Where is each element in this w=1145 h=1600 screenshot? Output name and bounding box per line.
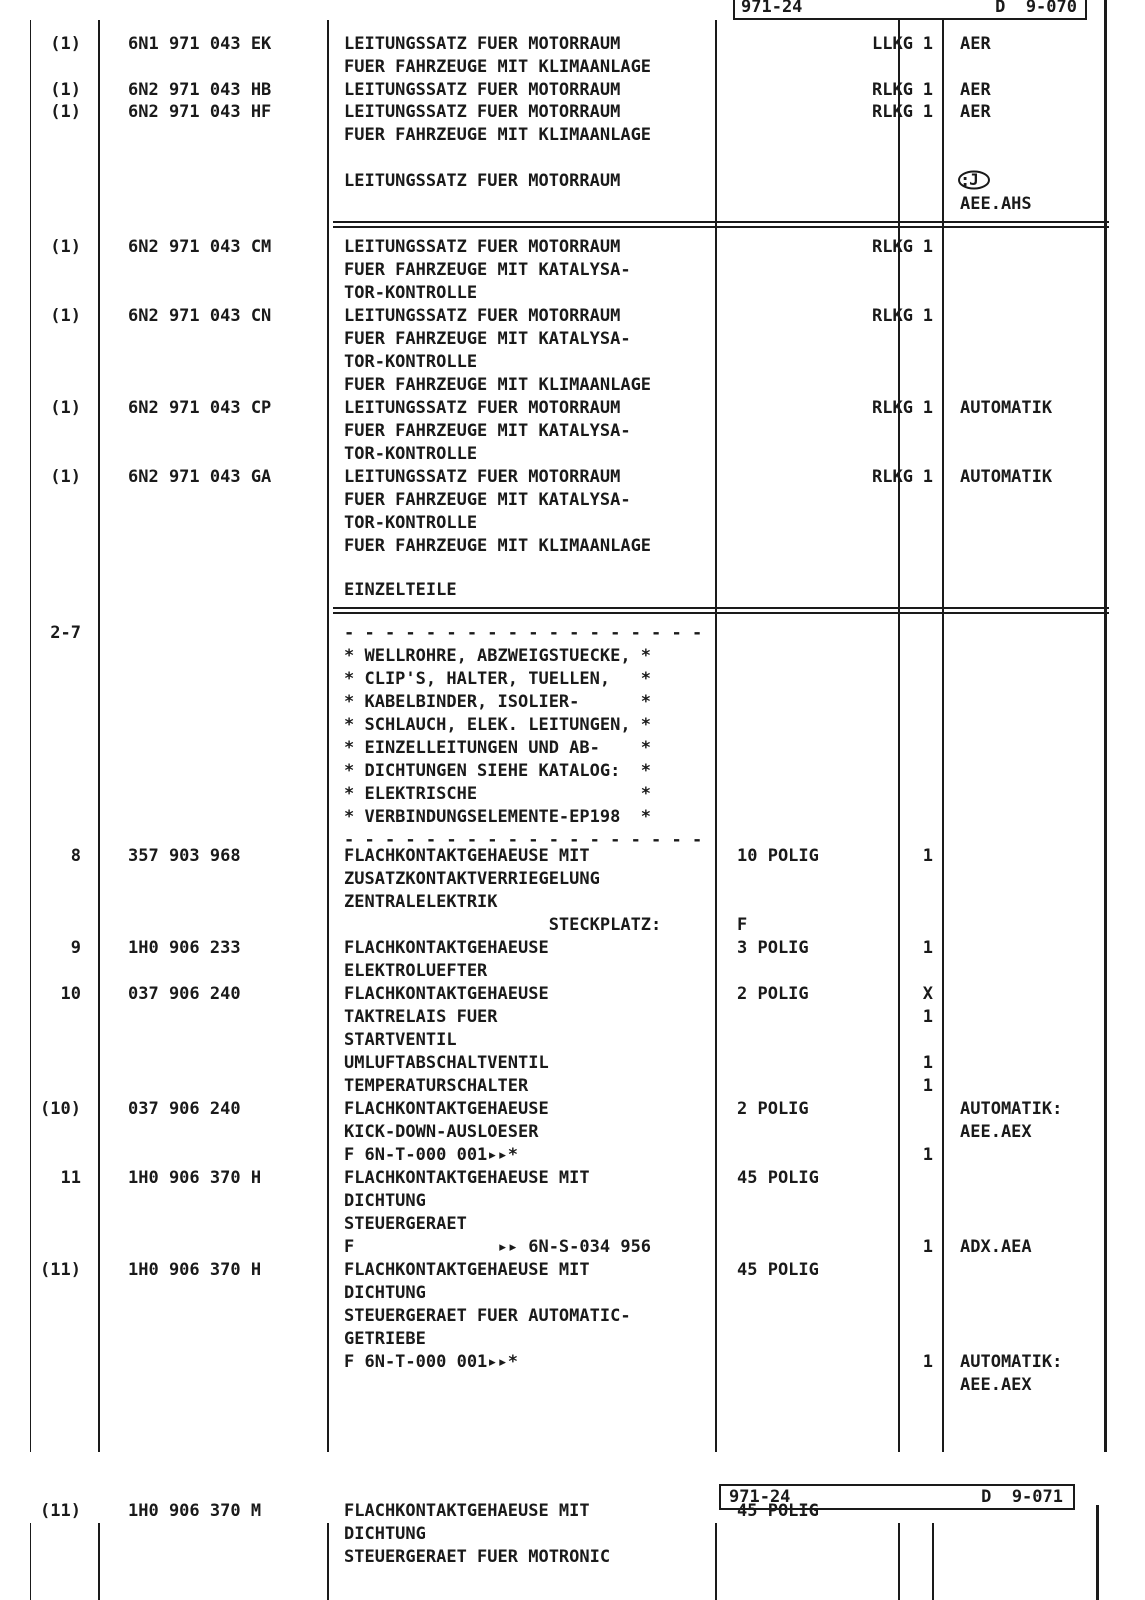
model-info: AEE.AEX [960, 1122, 1032, 1142]
model-info: AUTOMATIK [960, 398, 1053, 418]
model-info: AUTOMATIK [960, 467, 1053, 487]
quantity: 1 [922, 1007, 933, 1027]
description: LEITUNGSSATZ FUER MOTORRAUM [344, 398, 621, 418]
remark: F [737, 915, 748, 935]
position-number: 10 [60, 984, 81, 1004]
description: LEITUNGSSATZ FUER MOTORRAUM [344, 34, 621, 54]
quantity: 1 [922, 398, 933, 418]
description: F ▸▸ 6N-S-034 956 [344, 1237, 652, 1257]
description: LEITUNGSSATZ FUER MOTORRAUM [344, 102, 621, 122]
part-number: 6N2 971 043 HF [128, 102, 272, 122]
position-number: 2-7 [50, 623, 81, 643]
remark: 2 POLIG [737, 1099, 809, 1119]
description: LEITUNGSSATZ FUER MOTORRAUM [344, 237, 621, 257]
description: DICHTUNG [344, 1524, 426, 1544]
quantity: 1 [922, 306, 933, 326]
description: GETRIEBE [344, 1329, 426, 1349]
description: ELEKTROLUEFTER [344, 961, 488, 981]
model-info: AEE.AEX [960, 1375, 1032, 1395]
cutting-code: RLKG [872, 102, 913, 122]
description: FLACHKONTAKTGEHAEUSE MIT [344, 1168, 590, 1188]
position-number: (10) [40, 1099, 81, 1119]
position-number: 8 [70, 846, 81, 866]
quantity: 1 [922, 1237, 933, 1257]
quantity: 1 [922, 1352, 933, 1372]
description: F 6N-T-000 001▸▸* [344, 1352, 518, 1372]
position-number: (1) [50, 34, 81, 54]
description: LEITUNGSSATZ FUER MOTORRAUM [344, 80, 621, 100]
rule-desc-lower [715, 1523, 717, 1600]
model-info: AEE.AHS [960, 194, 1032, 214]
part-number: 037 906 240 [128, 1099, 241, 1119]
rule-left-edge-lower [30, 1523, 31, 1600]
note-text: - - - - - - - - - - - - - - - - - - [344, 830, 703, 850]
rule-pos-lower [98, 1523, 100, 1600]
quantity: 1 [922, 80, 933, 100]
description: DICHTUNG [344, 1283, 426, 1303]
note-text: * ELEKTRISCHE * [344, 784, 652, 804]
quantity: 1 [922, 938, 933, 958]
description: FUER FAHRZEUGE MIT KATALYSA- [344, 260, 631, 280]
part-number: 357 903 968 [128, 846, 241, 866]
description: F 6N-T-000 001▸▸* [344, 1145, 518, 1165]
note-text: * CLIP'S, HALTER, TUELLEN, * [344, 669, 652, 689]
part-number: 1H0 906 370 H [128, 1168, 262, 1188]
double-rule-2b [333, 612, 1109, 614]
note-text: * DICHTUNGEN SIEHE KATALOG: * [344, 761, 652, 781]
position-number: 11 [60, 1168, 81, 1188]
description: DICHTUNG [344, 1191, 426, 1211]
position-number: (1) [50, 102, 81, 122]
description: STEUERGERAET FUER MOTRONIC [344, 1547, 611, 1567]
position-number: (11) [40, 1260, 81, 1280]
description: FUER FAHRZEUGE MIT KATALYSA- [344, 490, 631, 510]
note-text: * KABELBINDER, ISOLIER- * [344, 692, 652, 712]
double-rule-1b [333, 226, 1109, 228]
description: FLACHKONTAKTGEHAEUSE MIT [344, 1260, 590, 1280]
position-number: (1) [50, 467, 81, 487]
description: FUER FAHRZEUGE MIT KATALYSA- [344, 421, 631, 441]
description: FUER FAHRZEUGE MIT KLIMAANLAGE [344, 57, 652, 77]
description: LEITUNGSSATZ FUER MOTORRAUM [344, 306, 621, 326]
description: TAKTRELAIS FUER [344, 1007, 498, 1027]
description: FLACHKONTAKTGEHAEUSE [344, 938, 549, 958]
description: STECKPLATZ: [344, 915, 662, 935]
remark: 45 POLIG [737, 1501, 819, 1521]
remark: 45 POLIG [737, 1168, 819, 1188]
part-number: 1H0 906 370 H [128, 1260, 262, 1280]
model-info: AER [960, 34, 991, 54]
position-number: (11) [40, 1501, 81, 1521]
remark: 2 POLIG [737, 984, 809, 1004]
description: STARTVENTIL [344, 1030, 457, 1050]
part-number: 1H0 906 370 M [128, 1501, 262, 1521]
rule-cut [898, 20, 900, 1452]
page-header-top [733, 0, 1087, 20]
position-number: (1) [50, 398, 81, 418]
remark: 3 POLIG [737, 938, 809, 958]
model-info: AER [960, 80, 991, 100]
note-text: * EINZELLEITUNGEN UND AB- * [344, 738, 652, 758]
description: ZENTRALELEKTRIK [344, 892, 498, 912]
rule-desc [715, 20, 717, 1452]
description: TOR-KONTROLLE [344, 513, 478, 533]
section-title: EINZELTEILE [344, 580, 457, 600]
note-text: - - - - - - - - - - - - - - - - - - [344, 623, 703, 643]
rule-edge-lower [1096, 1505, 1099, 1600]
rule-left-edge [30, 20, 31, 1452]
cutting-code: RLKG [872, 398, 913, 418]
model-info: AER [960, 102, 991, 122]
model-info: : [960, 171, 971, 191]
position-number: (1) [50, 237, 81, 257]
quantity: 1 [922, 467, 933, 487]
description: ZUSATZKONTAKTVERRIEGELUNG [344, 869, 600, 889]
description: STEUERGERAET [344, 1214, 467, 1234]
cutting-code: RLKG [872, 467, 913, 487]
quantity: 1 [922, 237, 933, 257]
quantity: 1 [922, 34, 933, 54]
page-number: D 9-070 [995, 0, 1077, 17]
position-number: (1) [50, 306, 81, 326]
description: FLACHKONTAKTGEHAEUSE [344, 1099, 549, 1119]
description: FLACHKONTAKTGEHAEUSE [344, 984, 549, 1004]
rule-qty [942, 20, 944, 1452]
position-number: (1) [50, 80, 81, 100]
description: TOR-KONTROLLE [344, 283, 478, 303]
part-number: 6N2 971 043 CP [128, 398, 272, 418]
page-number: D 9-071 [981, 1487, 1063, 1507]
rule-part-lower [327, 1523, 329, 1600]
description: TEMPERATURSCHALTER [344, 1076, 529, 1096]
double-rule-2a [333, 607, 1109, 609]
remark: 10 POLIG [737, 846, 819, 866]
part-number: 1H0 906 233 [128, 938, 241, 958]
rule-part [327, 20, 329, 1452]
position-number: 9 [70, 938, 81, 958]
quantity: 1 [922, 846, 933, 866]
part-number: 6N1 971 043 EK [128, 34, 272, 54]
remark: 45 POLIG [737, 1260, 819, 1280]
note-text: * VERBINDUNGSELEMENTE-EP198 * [344, 807, 652, 827]
rule-qty-lower [932, 1523, 934, 1600]
quantity: 1 [922, 1145, 933, 1165]
model-info: AUTOMATIK: [960, 1352, 1063, 1372]
rule-cut-lower [898, 1523, 900, 1600]
rule-edge [1104, 0, 1107, 1452]
description: FUER FAHRZEUGE MIT KLIMAANLAGE [344, 375, 652, 395]
description: FUER FAHRZEUGE MIT KATALYSA- [344, 329, 631, 349]
cutting-code: RLKG [872, 237, 913, 257]
description: LEITUNGSSATZ FUER MOTORRAUM [344, 467, 621, 487]
quantity: 1 [922, 1076, 933, 1096]
model-info: AUTOMATIK: [960, 1099, 1063, 1119]
description: FLACHKONTAKTGEHAEUSE MIT [344, 846, 590, 866]
group-number: 971-24 [729, 1487, 791, 1507]
quantity: 1 [922, 1053, 933, 1073]
group-number: 971-24 [741, 0, 803, 17]
part-number: 6N2 971 043 CN [128, 306, 272, 326]
double-rule-1a [333, 221, 1109, 223]
country-symbol-letter: J [969, 170, 979, 189]
quantity: X [922, 984, 933, 1004]
description: KICK-DOWN-AUSLOESER [344, 1122, 539, 1142]
description: FLACHKONTAKTGEHAEUSE MIT [344, 1501, 590, 1521]
cutting-code: LLKG [872, 34, 913, 54]
cutting-code: RLKG [872, 306, 913, 326]
country-symbol-icon [957, 170, 991, 190]
description: STEUERGERAET FUER AUTOMATIC- [344, 1306, 631, 1326]
cutting-code: RLKG [872, 80, 913, 100]
description: LEITUNGSSATZ FUER MOTORRAUM [344, 171, 621, 191]
description: TOR-KONTROLLE [344, 444, 478, 464]
part-number: 6N2 971 043 GA [128, 467, 272, 487]
note-text: * SCHLAUCH, ELEK. LEITUNGEN, * [344, 715, 652, 735]
description: FUER FAHRZEUGE MIT KLIMAANLAGE [344, 536, 652, 556]
model-info: ADX.AEA [960, 1237, 1032, 1257]
description: FUER FAHRZEUGE MIT KLIMAANLAGE [344, 125, 652, 145]
part-number: 6N2 971 043 HB [128, 80, 272, 100]
description: TOR-KONTROLLE [344, 352, 478, 372]
description: UMLUFTABSCHALTVENTIL [344, 1053, 549, 1073]
part-number: 6N2 971 043 CM [128, 237, 272, 257]
quantity: 1 [922, 102, 933, 122]
rule-pos [98, 20, 100, 1452]
part-number: 037 906 240 [128, 984, 241, 1004]
note-text: * WELLROHRE, ABZWEIGSTUECKE, * [344, 646, 652, 666]
